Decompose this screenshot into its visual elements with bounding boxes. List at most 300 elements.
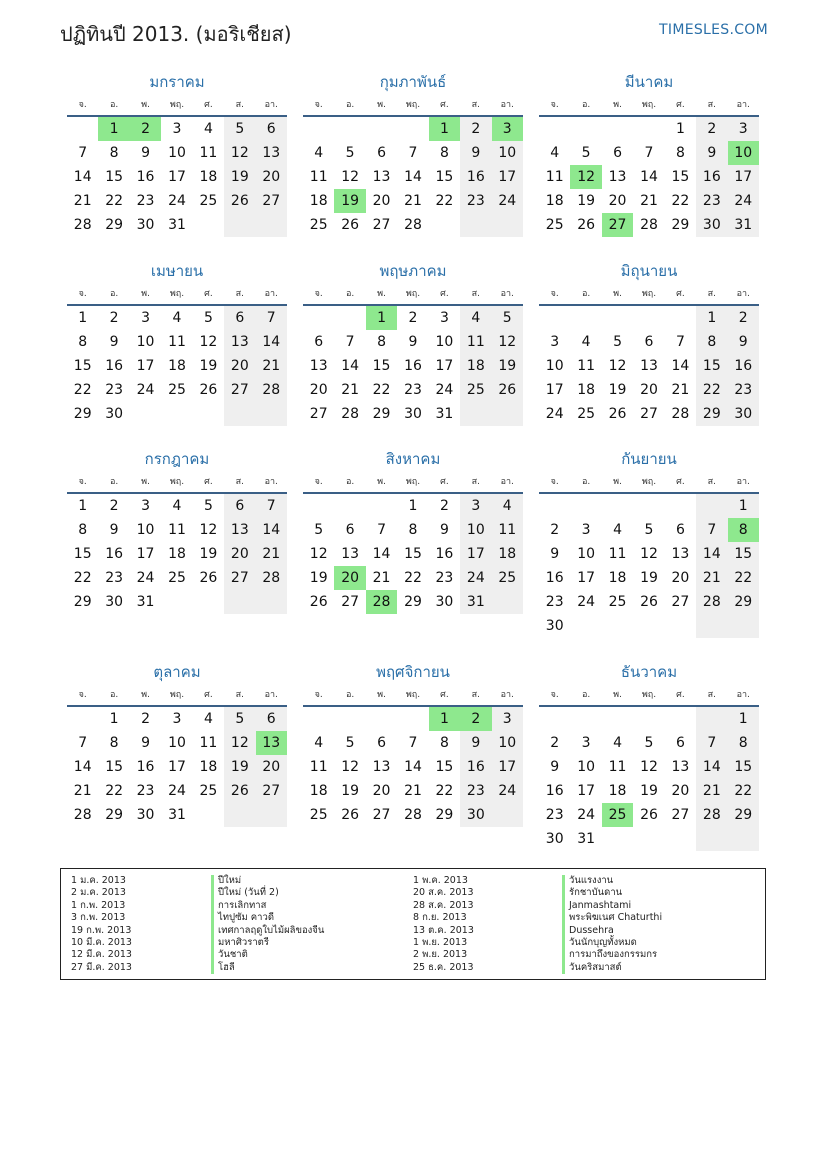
day-cell[interactable]: 25	[199, 783, 218, 799]
day-cell[interactable]: 9	[696, 141, 727, 165]
day-cell[interactable]: 21	[640, 193, 658, 209]
day-cell[interactable]: 9	[550, 546, 560, 562]
day-cell[interactable]: 1	[675, 121, 685, 137]
day-cell[interactable]: 7	[696, 731, 727, 755]
day-cell[interactable]: 28	[404, 807, 422, 823]
day-cell[interactable]: 30	[435, 594, 454, 610]
day-cell[interactable]: 22	[671, 193, 690, 209]
day-cell[interactable]: 2	[460, 117, 491, 141]
day-cell[interactable]: 21	[256, 354, 287, 378]
day-cell[interactable]: 4	[203, 711, 213, 727]
day-cell[interactable]: 28	[256, 566, 287, 590]
day-cell[interactable]: 8	[377, 334, 387, 350]
day-cell[interactable]: 5	[644, 735, 654, 751]
day-cell[interactable]: 31	[728, 213, 759, 237]
day-cell[interactable]: 21	[256, 542, 287, 566]
day-cell[interactable]: 5	[224, 707, 255, 731]
day-cell[interactable]: 26	[199, 570, 218, 586]
day-cell[interactable]: 2	[109, 310, 119, 326]
day-cell[interactable]: 14	[73, 759, 92, 775]
day-cell[interactable]: 12	[608, 358, 627, 374]
day-cell[interactable]: 14	[404, 759, 422, 775]
day-cell[interactable]: 30	[404, 406, 422, 422]
day-cell[interactable]: 27	[602, 213, 633, 237]
day-cell[interactable]: 26	[492, 378, 523, 402]
day-cell[interactable]: 12	[570, 165, 601, 189]
day-cell[interactable]: 22	[435, 783, 454, 799]
day-cell[interactable]: 2	[728, 306, 759, 330]
day-cell[interactable]: 22	[105, 783, 124, 799]
day-cell[interactable]: 27	[372, 217, 391, 233]
day-cell[interactable]: 6	[377, 145, 387, 161]
day-cell[interactable]: 17	[435, 358, 454, 374]
day-cell[interactable]: 5	[203, 498, 213, 514]
day-cell[interactable]: 3	[728, 117, 759, 141]
day-cell[interactable]: 25	[577, 406, 596, 422]
day-cell[interactable]: 5	[492, 306, 523, 330]
day-cell[interactable]: 10	[168, 145, 186, 161]
day-cell[interactable]: 11	[545, 169, 564, 185]
day-cell[interactable]: 4	[203, 121, 213, 137]
day-cell[interactable]: 4	[581, 334, 591, 350]
day-cell[interactable]: 23	[435, 570, 454, 586]
day-cell[interactable]: 6	[377, 735, 387, 751]
day-cell[interactable]: 30	[105, 406, 124, 422]
day-cell[interactable]: 13	[224, 330, 255, 354]
day-cell[interactable]: 26	[640, 807, 658, 823]
day-cell[interactable]: 25	[460, 378, 491, 402]
day-cell[interactable]: 7	[345, 334, 355, 350]
day-cell[interactable]: 20	[224, 542, 255, 566]
day-cell[interactable]: 12	[224, 141, 255, 165]
day-cell[interactable]: 25	[608, 594, 627, 610]
day-cell[interactable]: 17	[492, 165, 523, 189]
day-cell[interactable]: 18	[577, 382, 596, 398]
day-cell[interactable]: 26	[640, 594, 658, 610]
day-cell[interactable]: 1	[109, 711, 119, 727]
day-cell[interactable]: 16	[728, 354, 759, 378]
day-cell[interactable]: 13	[671, 546, 690, 562]
day-cell[interactable]: 23	[136, 193, 155, 209]
day-cell[interactable]: 24	[492, 779, 523, 803]
day-cell[interactable]: 23	[105, 382, 124, 398]
day-cell[interactable]: 17	[168, 759, 186, 775]
day-cell[interactable]: 10	[435, 334, 454, 350]
day-cell[interactable]: 13	[608, 169, 627, 185]
day-cell[interactable]: 5	[314, 522, 324, 538]
day-cell[interactable]: 27	[671, 807, 690, 823]
day-cell[interactable]: 4	[460, 306, 491, 330]
day-cell[interactable]: 4	[172, 498, 182, 514]
day-cell[interactable]: 17	[136, 358, 155, 374]
day-cell[interactable]: 6	[256, 117, 287, 141]
day-cell[interactable]: 12	[640, 546, 658, 562]
day-cell[interactable]: 24	[168, 193, 186, 209]
day-cell[interactable]: 17	[545, 382, 564, 398]
day-cell[interactable]: 31	[577, 831, 596, 847]
day-cell[interactable]: 28	[696, 590, 727, 614]
day-cell[interactable]: 27	[256, 779, 287, 803]
day-cell[interactable]: 5	[345, 145, 355, 161]
day-cell[interactable]: 30	[728, 402, 759, 426]
day-cell[interactable]: 17	[728, 165, 759, 189]
day-cell[interactable]: 6	[224, 494, 255, 518]
day-cell[interactable]: 2	[696, 117, 727, 141]
day-cell[interactable]: 3	[172, 121, 182, 137]
day-cell[interactable]: 21	[73, 783, 92, 799]
day-cell[interactable]: 23	[460, 779, 491, 803]
day-cell[interactable]: 16	[105, 358, 124, 374]
day-cell[interactable]: 16	[435, 546, 454, 562]
day-cell[interactable]: 18	[545, 193, 564, 209]
day-cell[interactable]: 2	[408, 310, 418, 326]
day-cell[interactable]: 26	[341, 807, 360, 823]
day-cell[interactable]: 1	[728, 707, 759, 731]
day-cell[interactable]: 11	[168, 334, 186, 350]
day-cell[interactable]: 22	[435, 193, 454, 209]
day-cell[interactable]: 9	[141, 735, 151, 751]
day-cell[interactable]: 21	[696, 779, 727, 803]
day-cell[interactable]: 10	[577, 759, 596, 775]
day-cell[interactable]: 15	[372, 358, 391, 374]
day-cell[interactable]: 14	[640, 169, 658, 185]
day-cell[interactable]: 28	[696, 803, 727, 827]
day-cell[interactable]: 27	[309, 406, 328, 422]
day-cell[interactable]: 31	[168, 217, 186, 233]
day-cell[interactable]: 19	[199, 358, 218, 374]
day-cell[interactable]: 26	[224, 779, 255, 803]
day-cell[interactable]: 14	[404, 169, 422, 185]
day-cell[interactable]: 22	[696, 378, 727, 402]
day-cell[interactable]: 10	[136, 334, 155, 350]
day-cell[interactable]: 15	[728, 542, 759, 566]
day-cell[interactable]: 4	[492, 494, 523, 518]
day-cell[interactable]: 1	[408, 498, 418, 514]
day-cell[interactable]: 9	[460, 731, 491, 755]
day-cell[interactable]: 15	[435, 759, 454, 775]
day-cell[interactable]: 18	[309, 193, 328, 209]
day-cell[interactable]: 13	[341, 546, 360, 562]
day-cell[interactable]: 21	[696, 566, 727, 590]
day-cell[interactable]: 9	[728, 330, 759, 354]
day-cell[interactable]: 20	[640, 382, 658, 398]
day-cell[interactable]: 28	[671, 406, 690, 422]
day-cell[interactable]: 19	[224, 165, 255, 189]
day-cell[interactable]: 17	[577, 570, 596, 586]
day-cell[interactable]: 8	[675, 145, 685, 161]
day-cell[interactable]: 4	[172, 310, 182, 326]
day-cell[interactable]: 12	[492, 330, 523, 354]
day-cell[interactable]: 12	[341, 169, 360, 185]
day-cell[interactable]: 27	[224, 566, 255, 590]
day-cell[interactable]: 15	[105, 169, 124, 185]
day-cell[interactable]: 22	[73, 570, 92, 586]
day-cell[interactable]: 27	[372, 807, 391, 823]
day-cell[interactable]: 1	[429, 117, 460, 141]
day-cell[interactable]: 1	[728, 494, 759, 518]
day-cell[interactable]: 24	[728, 189, 759, 213]
day-cell[interactable]: 23	[105, 570, 124, 586]
day-cell[interactable]: 22	[105, 193, 124, 209]
day-cell[interactable]: 2	[460, 707, 491, 731]
day-cell[interactable]: 5	[224, 117, 255, 141]
day-cell[interactable]: 29	[73, 594, 92, 610]
day-cell[interactable]: 10	[728, 141, 759, 165]
day-cell[interactable]: 25	[545, 217, 564, 233]
day-cell[interactable]: 14	[256, 518, 287, 542]
day-cell[interactable]: 26	[341, 217, 360, 233]
day-cell[interactable]: 30	[545, 618, 564, 634]
day-cell[interactable]: 4	[314, 735, 324, 751]
day-cell[interactable]: 21	[372, 570, 391, 586]
day-cell[interactable]: 15	[728, 755, 759, 779]
day-cell[interactable]: 20	[671, 570, 690, 586]
day-cell[interactable]: 7	[408, 735, 418, 751]
day-cell[interactable]: 3	[581, 522, 591, 538]
day-cell[interactable]: 16	[460, 165, 491, 189]
day-cell[interactable]: 22	[73, 382, 92, 398]
day-cell[interactable]: 28	[73, 807, 92, 823]
day-cell[interactable]: 18	[168, 358, 186, 374]
day-cell[interactable]: 20	[671, 783, 690, 799]
day-cell[interactable]: 21	[671, 382, 690, 398]
day-cell[interactable]: 9	[141, 145, 151, 161]
day-cell[interactable]: 19	[608, 382, 627, 398]
day-cell[interactable]: 3	[581, 735, 591, 751]
day-cell[interactable]: 8	[78, 334, 88, 350]
day-cell[interactable]: 29	[372, 406, 391, 422]
day-cell[interactable]: 6	[644, 334, 654, 350]
day-cell[interactable]: 27	[671, 594, 690, 610]
day-cell[interactable]: 2	[550, 522, 560, 538]
day-cell[interactable]: 18	[492, 542, 523, 566]
day-cell[interactable]: 10	[577, 546, 596, 562]
day-cell[interactable]: 24	[168, 783, 186, 799]
day-cell[interactable]: 6	[345, 522, 355, 538]
day-cell[interactable]: 2	[141, 711, 151, 727]
day-cell[interactable]: 17	[577, 783, 596, 799]
day-cell[interactable]: 7	[644, 145, 654, 161]
day-cell[interactable]: 18	[199, 759, 218, 775]
day-cell[interactable]: 5	[613, 334, 623, 350]
day-cell[interactable]: 5	[203, 310, 213, 326]
day-cell[interactable]: 20	[224, 354, 255, 378]
day-cell[interactable]: 14	[73, 169, 92, 185]
day-cell[interactable]: 3	[460, 494, 491, 518]
day-cell[interactable]: 9	[460, 141, 491, 165]
day-cell[interactable]: 9	[408, 334, 418, 350]
day-cell[interactable]: 21	[341, 382, 360, 398]
day-cell[interactable]: 11	[608, 546, 627, 562]
day-cell[interactable]: 1	[429, 707, 460, 731]
day-cell[interactable]: 11	[309, 759, 328, 775]
day-cell[interactable]: 6	[256, 707, 287, 731]
day-cell[interactable]: 1	[366, 306, 397, 330]
day-cell[interactable]: 9	[550, 759, 560, 775]
day-cell[interactable]: 11	[199, 145, 218, 161]
day-cell[interactable]: 12	[309, 546, 328, 562]
day-cell[interactable]: 29	[404, 594, 422, 610]
day-cell[interactable]: 25	[602, 803, 633, 827]
day-cell[interactable]: 9	[439, 522, 449, 538]
day-cell[interactable]: 1	[696, 306, 727, 330]
day-cell[interactable]: 28	[640, 217, 658, 233]
day-cell[interactable]: 21	[404, 783, 422, 799]
day-cell[interactable]: 26	[309, 594, 328, 610]
day-cell[interactable]: 14	[671, 358, 690, 374]
day-cell[interactable]: 18	[309, 783, 328, 799]
day-cell[interactable]: 24	[492, 189, 523, 213]
day-cell[interactable]: 4	[613, 735, 623, 751]
day-cell[interactable]: 11	[608, 759, 627, 775]
day-cell[interactable]: 12	[640, 759, 658, 775]
day-cell[interactable]: 23	[696, 189, 727, 213]
day-cell[interactable]: 28	[256, 378, 287, 402]
day-cell[interactable]: 15	[73, 358, 92, 374]
day-cell[interactable]: 29	[671, 217, 690, 233]
day-cell[interactable]: 15	[404, 546, 422, 562]
day-cell[interactable]: 8	[439, 735, 449, 751]
day-cell[interactable]: 31	[136, 594, 155, 610]
day-cell[interactable]: 21	[404, 193, 422, 209]
day-cell[interactable]: 4	[613, 522, 623, 538]
day-cell[interactable]: 29	[73, 406, 92, 422]
day-cell[interactable]: 13	[256, 731, 287, 755]
day-cell[interactable]: 13	[309, 358, 328, 374]
day-cell[interactable]: 8	[696, 330, 727, 354]
day-cell[interactable]: 25	[168, 382, 186, 398]
day-cell[interactable]: 28	[73, 217, 92, 233]
day-cell[interactable]: 20	[334, 566, 365, 590]
day-cell[interactable]: 5	[581, 145, 591, 161]
day-cell[interactable]: 26	[577, 217, 596, 233]
day-cell[interactable]: 3	[141, 310, 151, 326]
day-cell[interactable]: 27	[224, 378, 255, 402]
day-cell[interactable]: 3	[492, 707, 523, 731]
day-cell[interactable]: 19	[341, 783, 360, 799]
day-cell[interactable]: 9	[109, 334, 119, 350]
day-cell[interactable]: 30	[136, 807, 155, 823]
day-cell[interactable]: 15	[105, 759, 124, 775]
day-cell[interactable]: 13	[372, 169, 391, 185]
day-cell[interactable]: 19	[224, 755, 255, 779]
day-cell[interactable]: 23	[136, 783, 155, 799]
day-cell[interactable]: 30	[696, 213, 727, 237]
day-cell[interactable]: 29	[105, 807, 124, 823]
day-cell[interactable]: 13	[640, 358, 658, 374]
day-cell[interactable]: 1	[78, 498, 88, 514]
day-cell[interactable]: 28	[366, 590, 397, 614]
day-cell[interactable]: 7	[675, 334, 685, 350]
day-cell[interactable]: 30	[105, 594, 124, 610]
day-cell[interactable]: 8	[728, 731, 759, 755]
day-cell[interactable]: 4	[314, 145, 324, 161]
day-cell[interactable]: 19	[309, 570, 328, 586]
day-cell[interactable]: 10	[460, 518, 491, 542]
day-cell[interactable]: 8	[439, 145, 449, 161]
day-cell[interactable]: 2	[439, 498, 449, 514]
day-cell[interactable]: 16	[136, 759, 155, 775]
day-cell[interactable]: 19	[492, 354, 523, 378]
day-cell[interactable]: 22	[728, 566, 759, 590]
day-cell[interactable]: 14	[696, 542, 727, 566]
day-cell[interactable]: 11	[577, 358, 596, 374]
day-cell[interactable]: 6	[675, 735, 685, 751]
day-cell[interactable]: 10	[136, 522, 155, 538]
day-cell[interactable]: 27	[256, 189, 287, 213]
day-cell[interactable]: 23	[460, 189, 491, 213]
day-cell[interactable]: 28	[341, 406, 360, 422]
day-cell[interactable]: 19	[640, 570, 658, 586]
day-cell[interactable]: 1	[78, 310, 88, 326]
day-cell[interactable]: 23	[728, 378, 759, 402]
day-cell[interactable]: 7	[256, 494, 287, 518]
day-cell[interactable]: 10	[545, 358, 564, 374]
day-cell[interactable]: 7	[377, 522, 387, 538]
day-cell[interactable]: 14	[341, 358, 360, 374]
day-cell[interactable]: 23	[545, 807, 564, 823]
day-cell[interactable]: 15	[435, 169, 454, 185]
day-cell[interactable]: 2	[130, 117, 161, 141]
day-cell[interactable]: 3	[550, 334, 560, 350]
day-cell[interactable]: 18	[199, 169, 218, 185]
day-cell[interactable]: 2	[550, 735, 560, 751]
day-cell[interactable]: 22	[728, 779, 759, 803]
day-cell[interactable]: 26	[199, 382, 218, 398]
day-cell[interactable]: 24	[577, 594, 596, 610]
day-cell[interactable]: 18	[608, 570, 627, 586]
day-cell[interactable]: 8	[109, 145, 119, 161]
day-cell[interactable]: 11	[168, 522, 186, 538]
day-cell[interactable]: 10	[168, 735, 186, 751]
day-cell[interactable]: 25	[168, 570, 186, 586]
day-cell[interactable]: 5	[644, 522, 654, 538]
day-cell[interactable]: 7	[408, 145, 418, 161]
day-cell[interactable]: 17	[492, 755, 523, 779]
day-cell[interactable]: 6	[675, 522, 685, 538]
day-cell[interactable]: 16	[545, 570, 564, 586]
day-cell[interactable]: 11	[492, 518, 523, 542]
day-cell[interactable]: 23	[404, 382, 422, 398]
day-cell[interactable]: 15	[73, 546, 92, 562]
day-cell[interactable]: 16	[105, 546, 124, 562]
day-cell[interactable]: 17	[136, 546, 155, 562]
day-cell[interactable]: 17	[460, 542, 491, 566]
day-cell[interactable]: 30	[460, 803, 491, 827]
day-cell[interactable]: 21	[73, 193, 92, 209]
day-cell[interactable]: 3	[141, 498, 151, 514]
day-cell[interactable]: 6	[613, 145, 623, 161]
day-cell[interactable]: 20	[608, 193, 627, 209]
day-cell[interactable]: 14	[372, 546, 391, 562]
day-cell[interactable]: 16	[696, 165, 727, 189]
day-cell[interactable]: 30	[136, 217, 155, 233]
day-cell[interactable]: 19	[334, 189, 365, 213]
day-cell[interactable]: 7	[78, 735, 88, 751]
day-cell[interactable]: 24	[460, 566, 491, 590]
day-cell[interactable]: 24	[136, 570, 155, 586]
day-cell[interactable]: 14	[696, 755, 727, 779]
day-cell[interactable]: 20	[372, 193, 391, 209]
day-cell[interactable]: 10	[492, 141, 523, 165]
day-cell[interactable]: 31	[168, 807, 186, 823]
day-cell[interactable]: 27	[341, 594, 360, 610]
day-cell[interactable]: 11	[199, 735, 218, 751]
day-cell[interactable]: 27	[640, 406, 658, 422]
day-cell[interactable]: 20	[256, 755, 287, 779]
day-cell[interactable]: 25	[492, 566, 523, 590]
day-cell[interactable]: 24	[545, 406, 564, 422]
